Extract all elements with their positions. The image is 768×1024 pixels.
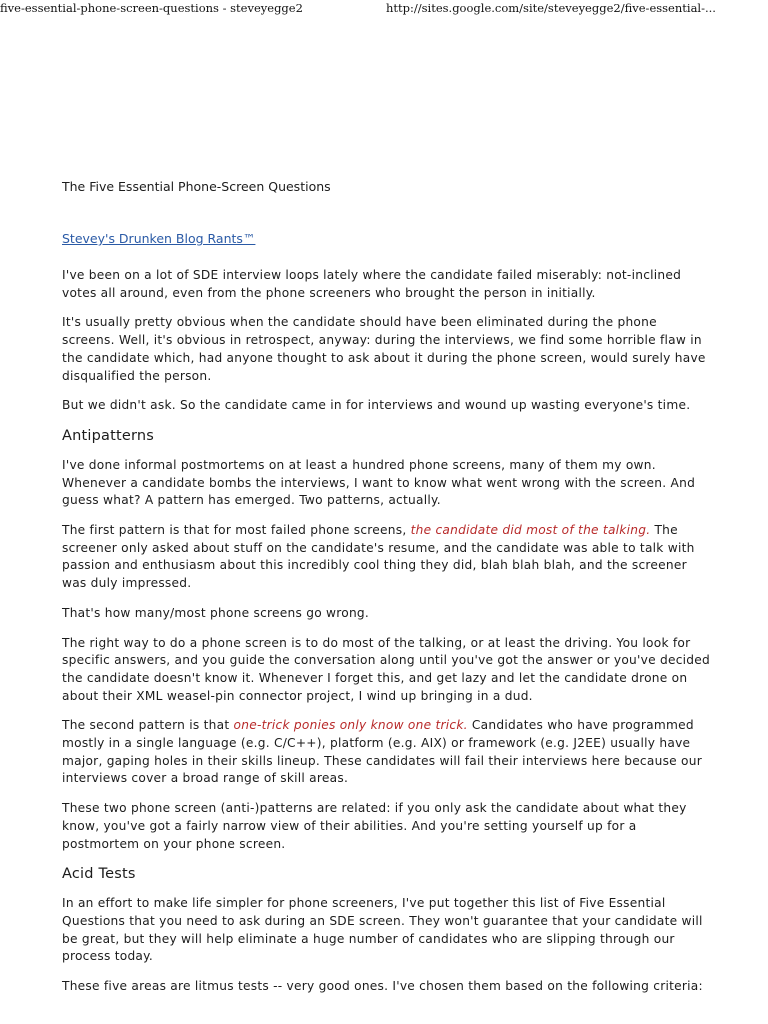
paragraph-intro: I've been on a lot of SDE interview loops lately where the candidate failed miserably: not-inclined votes all around, even from the phone screeners who brought the person in initially. xyxy=(62,268,682,300)
paragraph-litmus: These five areas are litmus tests -- very good ones. I've chosen them based on the following criteria: xyxy=(62,979,703,994)
first-pattern-rest: The screener only asked about stuff on the candidate's resume, and the candidate was able to talk with passion and enthusiasm about this incredibly cool thing they did, blah blah blah, and the screener was duly impressed. xyxy=(62,523,695,591)
first-pattern-lead: The first pattern is that for most failed phone screens, xyxy=(62,523,411,538)
heading-antipatterns: Antipatterns xyxy=(62,427,155,444)
second-pattern-lead: The second pattern is that xyxy=(62,718,234,733)
article-body xyxy=(62,179,712,1008)
paragraph-obvious: It's usually pretty obvious when the candidate should have been eliminated during the phone screens. Well, it's obvious in retrospect, anyway: during the interviews, we find some horrible flaw in the candidate which, had anyone thought to ask about it during the phone screen, would surely have disqualified the person. xyxy=(62,315,706,383)
blog-link[interactable]: Stevey's Drunken Blog Rants™ xyxy=(62,231,256,246)
print-header-url: http://sites.google.com/site/steveyegge2/five-essential-... xyxy=(386,1,716,15)
paragraph-second-pattern xyxy=(62,717,712,788)
paragraph-didnt-ask: But we didn't ask. So the candidate came in for interviews and wound up wasting everyone's time. xyxy=(62,398,691,413)
print-header xyxy=(0,0,768,16)
page-title: The Five Essential Phone-Screen Questions xyxy=(62,179,331,194)
paragraph-related: These two phone screen (anti-)patterns are related: if you only ask the candidate about what they know, you've got a fairly narrow view of their abilities. And you're setting yourself up for a postmortem on your phone screen. xyxy=(62,801,687,851)
paragraph-how-go-wrong: That's how many/most phone screens go wrong. xyxy=(62,605,370,620)
paragraph-postmortems: I've done informal postmortems on at least a hundred phone screens, many of them my own. Whenever a candidate bombs the interviews, I want to know what went wrong with the screen. And guess what? A pattern has emerged. Two patterns, actually. xyxy=(62,457,696,508)
print-header-title: five-essential-phone-screen-questions - steveyegge2 xyxy=(0,1,303,15)
paragraph-right-way: The right way to do a phone screen is to do most of the talking, or at least the driving. You look for specific answers, and you guide the conversation along until you've got the answer or you've decided the candidate doesn't know it. Whenever I forget this, and get lazy and let the candidate drone on about their XML weasel-pin connector project, I wind up bringing in a dud. xyxy=(62,635,711,703)
paragraph-first-pattern xyxy=(62,522,712,593)
second-pattern-rest: Candidates who have programmed mostly in a single language (e.g. C/C++), platform (e.g. AIX) or framework (e.g. J2EE) usually have major, gaping holes in their skills lineup. These candidates will fail their interviews here because our interviews cover a broad range of skill areas. xyxy=(62,718,702,786)
second-pattern-emphasis: one-trick ponies only know one trick. xyxy=(233,718,468,733)
first-pattern-emphasis: the candidate did most of the talking. xyxy=(410,523,651,538)
heading-acid-tests: Acid Tests xyxy=(62,866,136,883)
paragraph-effort: In an effort to make life simpler for phone screeners, I've put together this list of Five Essential Questions that you need to ask during an SDE screen. They won't guarantee that your candidate will be great, but they will help eliminate a huge number of candidates who are slipping through our process today. xyxy=(62,896,703,964)
